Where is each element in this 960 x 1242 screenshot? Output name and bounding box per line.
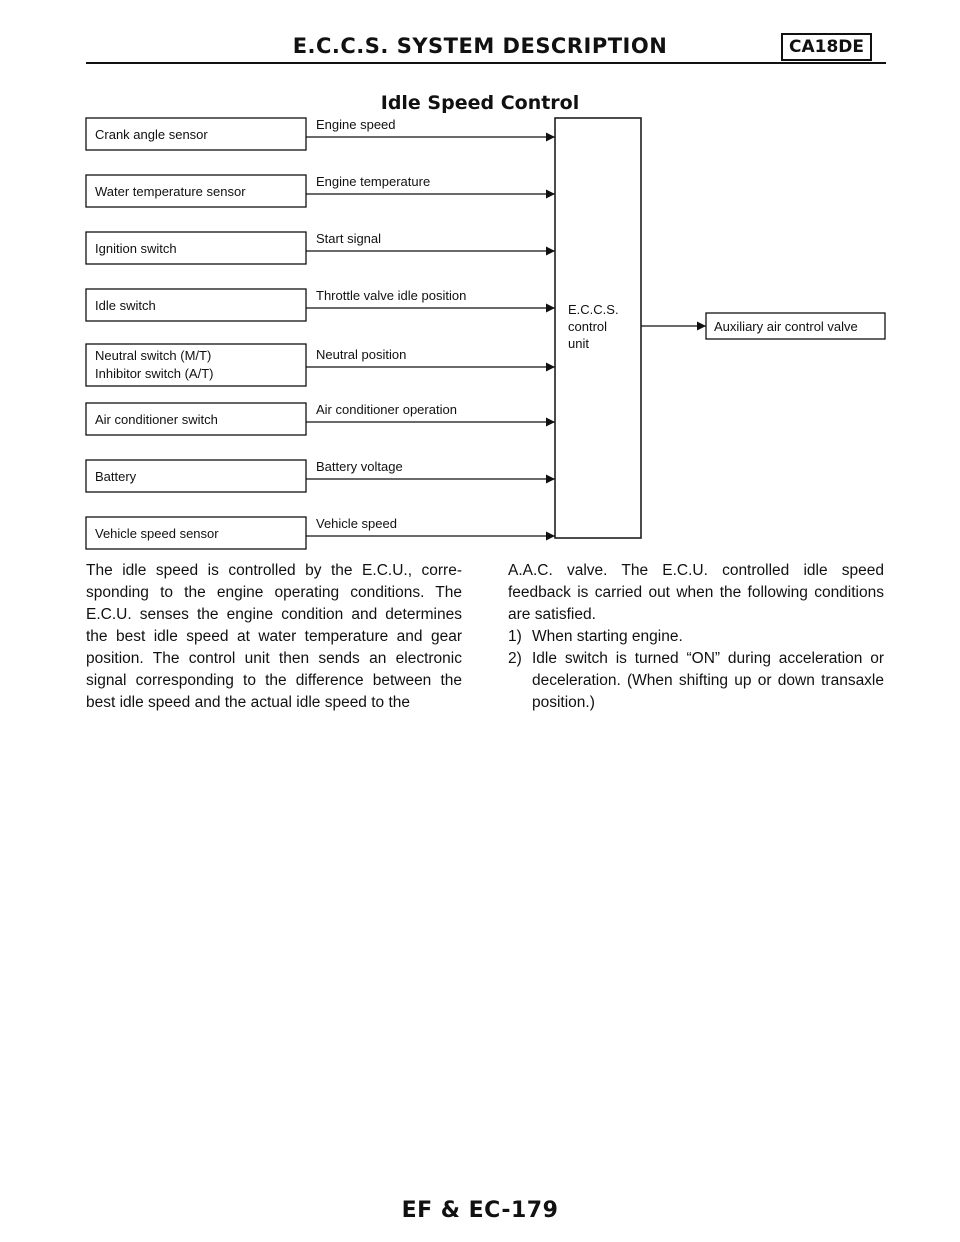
sensor-label: Vehicle speed sensor — [95, 526, 219, 541]
ecu-block — [555, 118, 641, 538]
signal-label: Engine temperature — [316, 174, 431, 189]
input-row — [86, 288, 555, 321]
condition-item — [508, 648, 884, 714]
input-row — [86, 231, 555, 264]
sensor-label: Ignition switch — [95, 241, 177, 256]
input-row — [86, 117, 555, 150]
signal-label: Air conditioner operation — [316, 402, 457, 417]
sensor-label: Water temperature sensor — [95, 184, 246, 199]
page-footer: EF & EC-179 — [401, 1198, 559, 1223]
body-right-paragraph: A.A.C. valve. The E.C.U. controlled idle speed feedback is carried out when the following conditions are satisfied. — [508, 562, 884, 623]
idle-speed-control-diagram — [0, 0, 960, 560]
conditions-list — [508, 626, 884, 714]
signal-label: Neutral position — [316, 347, 407, 362]
condition-number: 2) — [508, 650, 522, 667]
signal-label: Throttle valve idle position — [316, 288, 467, 303]
model-badge: CA18DE — [781, 33, 872, 61]
signal-label: Start signal — [316, 231, 382, 246]
input-signals — [86, 117, 555, 549]
sensor-label: Battery — [95, 469, 137, 484]
output-label: Auxiliary air control valve — [714, 319, 858, 334]
ecu-label: E.C.C.S. — [568, 302, 619, 317]
output-block — [641, 313, 885, 339]
input-row — [86, 459, 555, 492]
input-row — [86, 174, 555, 207]
body-left-paragraph: The idle speed is controlled by the E.C.U., corre- sponding to the engine operating conditions. The E.C.U. senses the engine condition and determines the best idle speed at water temperature and gear position. The control unit then sends an electronic signal corresponding to the difference between the best idle speed and the actual idle speed to the — [86, 562, 462, 711]
body-right-column — [508, 560, 884, 714]
body-left-column — [86, 560, 462, 714]
condition-number: 1) — [508, 628, 522, 645]
ecu-label: unit — [568, 336, 589, 351]
condition-item — [508, 626, 884, 648]
input-row — [86, 516, 555, 549]
section-title: Idle Speed Control — [380, 92, 580, 114]
signal-label: Engine speed — [316, 117, 396, 132]
sensor-label: Air conditioner switch — [95, 412, 218, 427]
condition-text: When starting engine. — [532, 628, 683, 645]
sensor-label: Neutral switch (M/T) — [95, 348, 212, 363]
sensor-label: Inhibitor switch (A/T) — [95, 366, 214, 381]
ecu-label: control — [568, 319, 608, 334]
signal-label: Battery voltage — [316, 459, 403, 474]
input-row — [86, 402, 555, 435]
page-header-title: E.C.C.S. SYSTEM DESCRIPTION — [292, 34, 668, 58]
sensor-label: Idle switch — [95, 298, 156, 313]
signal-label: Vehicle speed — [316, 516, 397, 531]
condition-text: Idle switch is turned “ON” during acceleration or deceleration. (When shifting up or down transaxle position.) — [532, 650, 884, 711]
sensor-label: Crank angle sensor — [95, 127, 208, 142]
input-row — [86, 344, 555, 386]
